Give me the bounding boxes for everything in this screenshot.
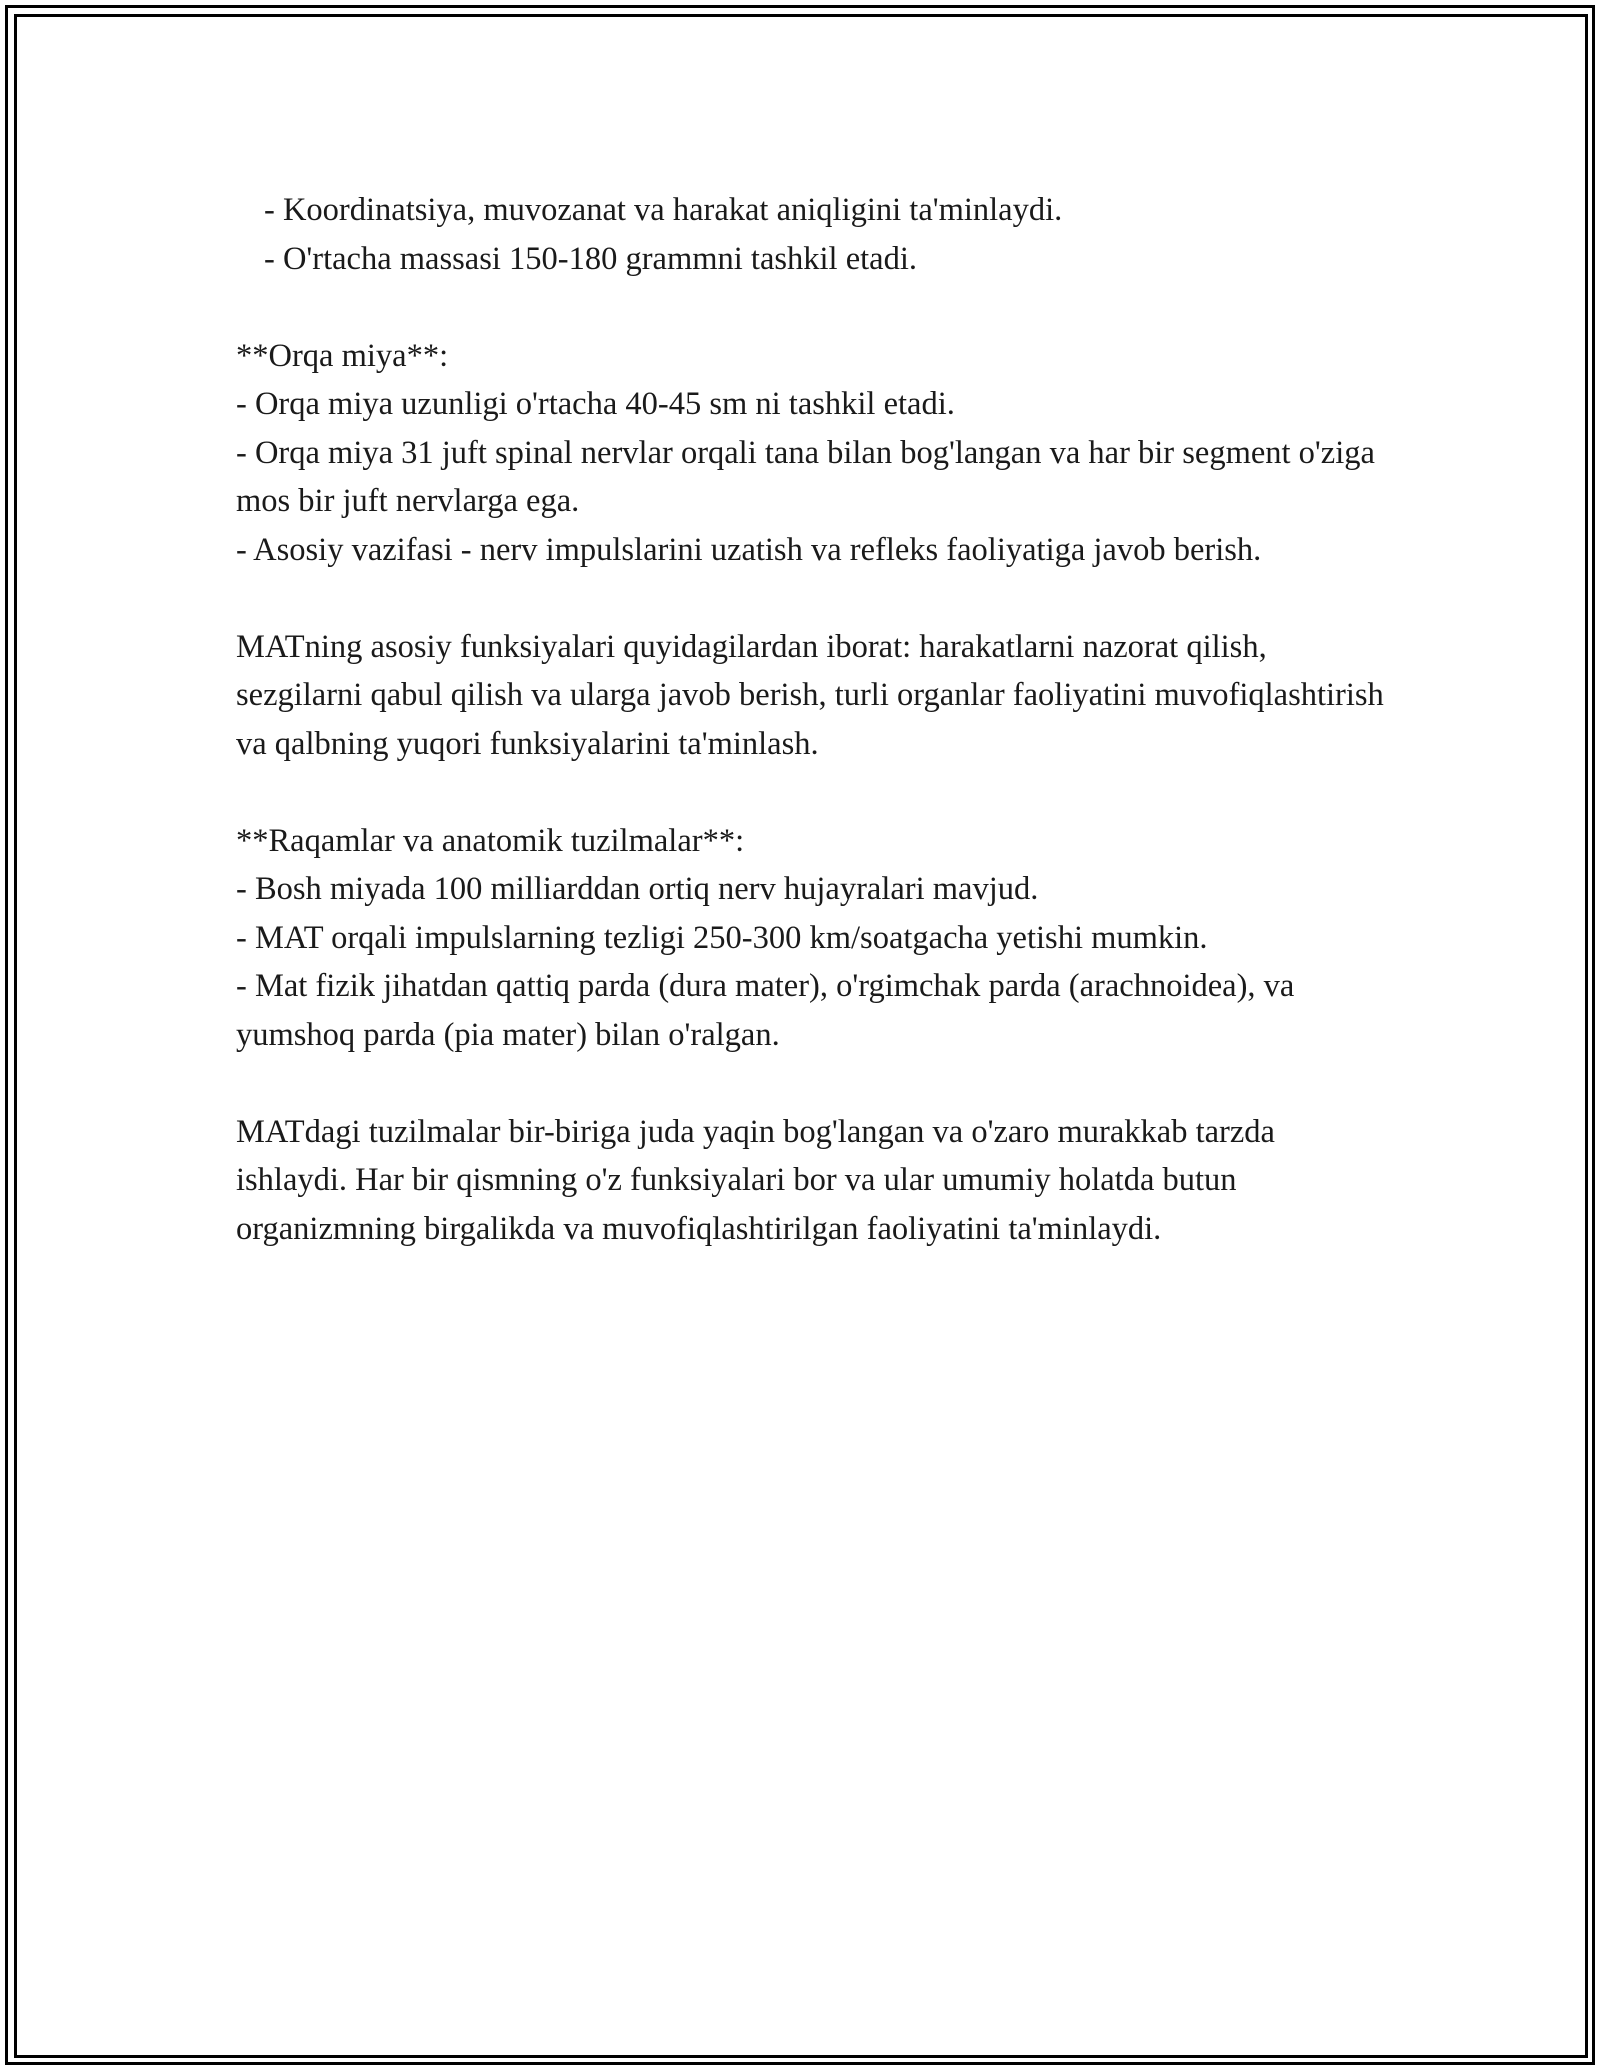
numbers-list-item: - Mat fizik jihatdan qattiq parda (dura mater), o'rgimchak parda (arachnoidea), va yumshoq parda (pia mater) bilan o'ralgan.	[236, 968, 1295, 1053]
numbers-list-item: - Bosh miyada 100 milliarddan ortiq nerv hujayralari mavjud.	[236, 871, 1039, 907]
intro-list-item: - Koordinatsiya, muvozanat va harakat aniqligini ta'minlaydi.	[264, 192, 1063, 228]
functions-paragraph: MATning asosiy funksiyalari quyidagilardan iborat: harakatlarni nazorat qilish, sezgilarni qabul qilish va ularga javob berish, turli organlar faoliyatini muvofiqlashtirish va qalbning yuqori funksiyalarini ta'minlash.	[236, 628, 1384, 762]
paragraph-spacer	[236, 768, 1386, 817]
spinal-list-item: - Orqa miya 31 juft spinal nervlar orqali tana bilan bog'langan va har bir segment o'ziga mos bir juft nervlarga ega.	[236, 434, 1375, 519]
paragraph-spacer	[236, 1059, 1386, 1108]
spinal-list-item: - Orqa miya uzunligi o'rtacha 40-45 sm ni tashkil etadi.	[236, 386, 955, 422]
numbers-list-item: - MAT orqali impulslarning tezligi 250-300 km/soatgacha yetishi mumkin.	[236, 919, 1208, 956]
paragraph-spacer	[236, 283, 1386, 332]
spinal-list-item: - Asosiy vazifasi - nerv impulslarini uzatish va refleks faoliyatiga javob berish.	[236, 531, 1262, 568]
document-body	[236, 186, 1386, 1253]
closing-paragraph: MATdagi tuzilmalar bir-biriga juda yaqin bog'langan va o'zaro murakkab tarzda ishlaydi. Har bir qismning o'z funksiyalari bor va ular umumiy holatda butun organizmning birgalikda va muvofiqlashtirilgan faoliyatini ta'minlaydi.	[236, 1113, 1275, 1247]
numbers-heading: **Raqamlar va anatomik tuzilmalar**:	[236, 822, 745, 859]
paragraph-spacer	[236, 574, 1386, 623]
spinal-cord-heading: **Orqa miya**:	[236, 337, 449, 374]
intro-list-item: - O'rtacha massasi 150-180 grammni tashkil etadi.	[264, 240, 917, 277]
